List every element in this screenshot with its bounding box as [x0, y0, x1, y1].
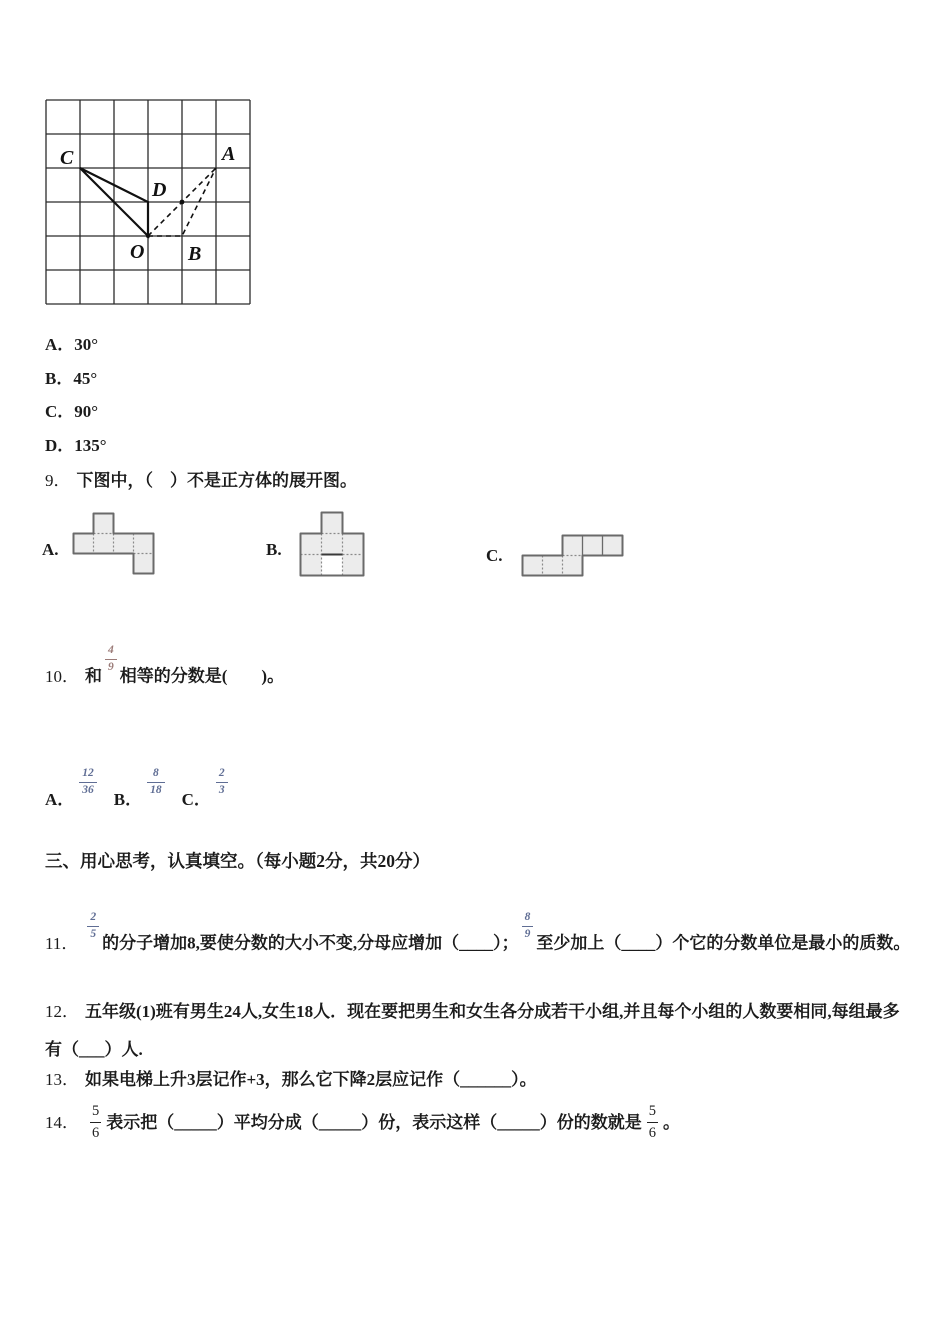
q14-fraction-1 [90, 1104, 101, 1140]
q11-fraction-2 [522, 912, 534, 940]
q11-fraction-2-den: 9 [522, 926, 534, 941]
q13-text: 如果电梯上升3层记作+3，那么它下降2层应记作（______）。 [85, 1070, 537, 1089]
cube-net-b [299, 511, 366, 578]
q8-option-b [45, 367, 97, 391]
q10-option-c-label: C． [181, 789, 211, 809]
q10-option-a-num: 12 [82, 767, 94, 779]
q11-fraction-1-num: 2 [90, 911, 97, 923]
q10-option-b-label: B． [113, 789, 143, 809]
point-label-C: C [60, 147, 74, 169]
q8-option-d [45, 434, 107, 458]
q14-fraction-2 [647, 1104, 658, 1140]
q11-mid: 的分子增加8,要使分数的大小不变,分母应增加（____）； [102, 933, 519, 953]
q11-end: 至少加上（____）个它的分数单位是最小的质数。 [536, 933, 911, 953]
q8-option-b-value: 45° [73, 369, 98, 388]
q8-option-d-value: 135° [74, 436, 107, 455]
midpoint-dot [180, 200, 185, 205]
q13-stem [45, 1068, 537, 1092]
q14-stem [45, 1102, 680, 1144]
q10-post: 相等的分数是( )。 [119, 666, 285, 686]
q12-line2 [45, 1038, 143, 1062]
q10-fraction-denominator: 9 [105, 659, 117, 674]
q12-number: 12． [45, 1002, 79, 1021]
q8-option-b-label: B． [45, 369, 74, 388]
q8-option-d-label: D． [45, 436, 75, 455]
net-c-label: C. [486, 546, 503, 565]
q10-option-c-den: 3 [216, 782, 228, 797]
q10-option-b-num: 8 [153, 767, 159, 779]
geometry-grid-figure [44, 98, 254, 306]
q9-number: 9． [45, 471, 71, 490]
q11-fraction-1 [87, 912, 99, 940]
point-label-A: A [222, 143, 236, 165]
q14-fraction-2-num: 5 [648, 1103, 656, 1120]
q10-option-a-den: 36 [79, 782, 97, 797]
q14-fraction-1-num: 5 [92, 1103, 100, 1120]
q8-option-a-label: A． [45, 335, 75, 354]
net-a-label: A. [42, 540, 59, 559]
q11-number: 11． [45, 933, 79, 953]
q14-fraction-1-den: 6 [90, 1122, 101, 1141]
q10-option-a-label: A． [45, 789, 75, 809]
point-label-D: D [152, 179, 167, 201]
q12-text-1: 五年级(1)班有男生24人,女生18人．现在要把男生和女生各分成若干小组,并且每个小组的人数要相同,每组最多 [85, 1002, 900, 1021]
point-label-O: O [130, 241, 145, 263]
cube-net-a [72, 512, 156, 576]
q10-option-b-den: 18 [147, 782, 165, 797]
q10-fraction-numerator: 4 [108, 644, 114, 656]
q8-option-c [45, 400, 98, 424]
q11-fraction-2-num: 8 [524, 911, 531, 923]
q14-number: 14． [45, 1113, 79, 1132]
q13-number: 13． [45, 1070, 79, 1089]
q8-option-c-value: 90° [74, 402, 99, 421]
q9-stem [45, 469, 357, 493]
cube-net-c [521, 534, 625, 578]
q10-number: 10． [45, 666, 79, 686]
q10-stem [45, 645, 284, 689]
q10-option-b-fraction [147, 768, 165, 796]
q12-text-2: 有（___）人. [45, 1040, 143, 1059]
q8-option-a [45, 333, 98, 357]
q8-option-a-value: 30° [74, 335, 99, 354]
q10-option-c-num: 2 [218, 767, 225, 779]
q10-option-a-fraction [79, 768, 97, 796]
q8-option-c-label: C． [45, 402, 75, 421]
q10-fraction [105, 645, 117, 673]
q10-pre: 和 [85, 666, 102, 686]
q11-stem [45, 912, 910, 956]
q14-mid: 表示把（_____）平均分成（_____）份，表示这样（_____）份的数就是 [106, 1113, 642, 1132]
q9-text: 下图中，（ ）不是正方体的展开图。 [76, 471, 357, 490]
q10-option-c-fraction [216, 768, 228, 796]
vertex-O-dot [146, 234, 150, 238]
q10-options [45, 768, 231, 812]
q14-fraction-2-den: 6 [647, 1122, 658, 1141]
net-b-label: B. [266, 540, 282, 559]
q14-end: 。 [663, 1113, 680, 1132]
point-label-B: B [188, 243, 202, 265]
section3-heading: 三、用心思考，认真填空。（每小题2分，共20分） [45, 851, 430, 871]
q12-line1 [45, 1000, 900, 1024]
net-b-white-square [322, 555, 343, 576]
q11-fraction-1-den: 5 [87, 926, 99, 941]
